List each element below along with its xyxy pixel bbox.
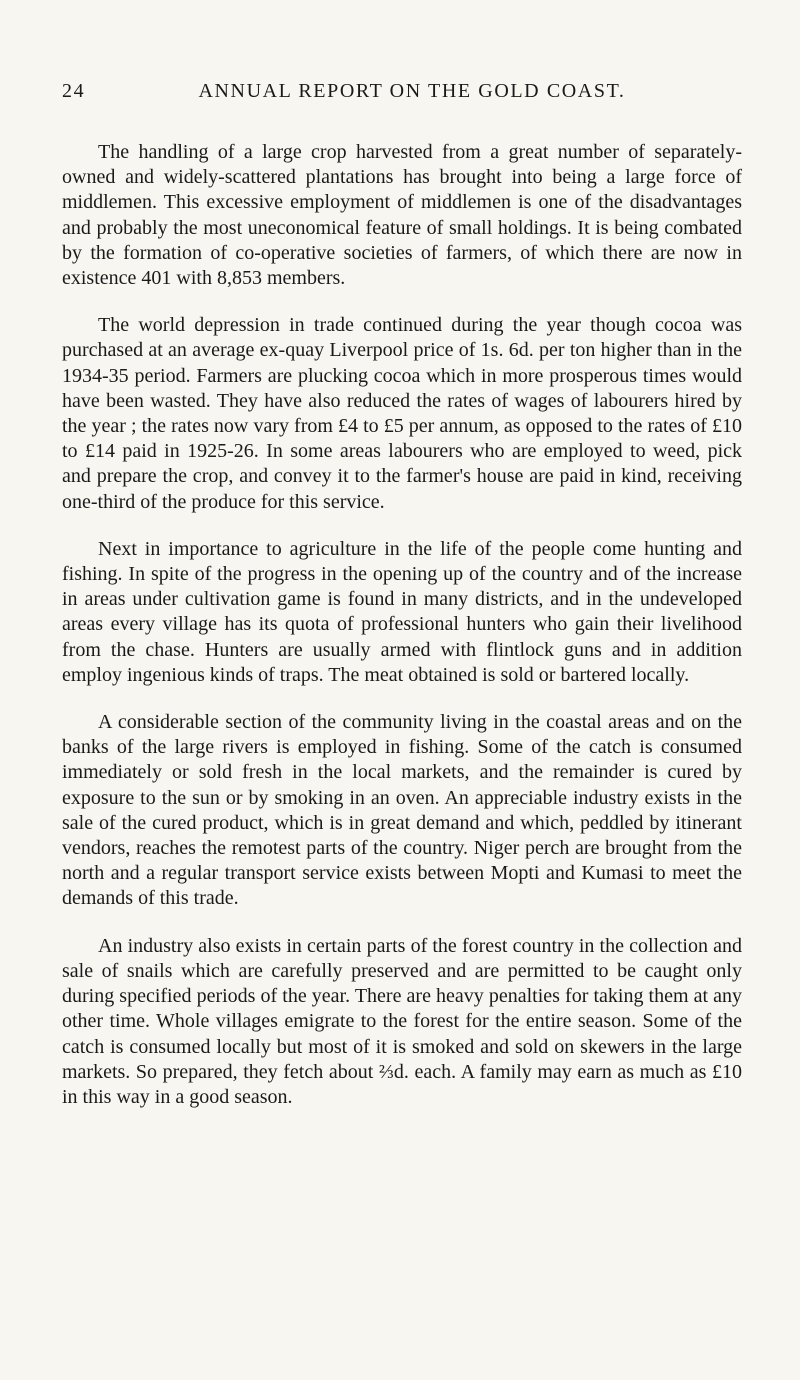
body-text	[62, 140, 742, 1132]
paragraph-coastal-fishing: A considerable section of the community living in the coastal areas and on the banks of the large rivers is employed in fishing. Some of the catch is consumed immediately or sold fresh in the local markets, and the remainder is cured by exposure to the sun or by smoking in an oven. An appreciable industry exists in the sale of the cured product, which is in great demand and which, peddled by itinerant vendors, reaches the remotest parts of the country. Niger perch are brought from the north and a regular transport service exists between Mopti and Kumasi to meet the demands of this trade.	[62, 711, 742, 910]
running-header	[62, 80, 742, 110]
running-title: ANNUAL REPORT ON THE GOLD COAST.	[198, 80, 626, 102]
page-number: 24	[62, 80, 86, 102]
paragraph-hunting-fishing: Next in importance to agriculture in the life of the people come hunting and fishing. In spite of the progress in the opening up of the country and of the increase in areas under cultivation game is found in many districts, and in the undeveloped areas every village has its quota of professional hunters who gain their livelihood from the chase. Hunters are usually armed with flintlock guns and in addition employ ingenious kinds of traps. The meat obtained is sold or bartered locally.	[62, 537, 742, 686]
paragraph-world-depression: The world depression in trade continued during the year though cocoa was purchased at an average ex-quay Liverpool price of 1s. 6d. per ton higher than in the 1934-35 period. Farmers are plucking cocoa which in more prosperous times would have been wasted. They have also reduced the rates of wages of labourers hired by the year ; the rates now vary from £4 to £5 per annum, as opposed to the rates of £10 to £14 paid in 1925-26. In some areas labourers who are employed to weed, pick and prepare the crop, and convey it to the farmer's house are paid in kind, receiving one-third of the produce for this service.	[62, 314, 742, 513]
paragraph-snails: An industry also exists in certain parts of the forest country in the collection and sale of snails which are carefully preserved and are permitted to be caught only during specified periods of the year. There are heavy penalties for taking them at any other time. Whole villages emigrate to the forest for the entire season. Some of the catch is consumed locally but most of it is smoked and sold on skewers in the large markets. So prepared, they fetch about ⅔d. each. A family may earn as much as £10 in this way in a good season.	[62, 934, 742, 1108]
paragraph-middlemen: The handling of a large crop harvested from a great number of separately-owned and widely-scattered plantations has brought into being a large force of middlemen. This excessive employment of middlemen is one of the disadvantages and probably the most uneconomical feature of small holdings. It is being combated by the formation of co-operative societies of farmers, of which there are now in existence 401 with 8,853 members.	[62, 141, 742, 290]
